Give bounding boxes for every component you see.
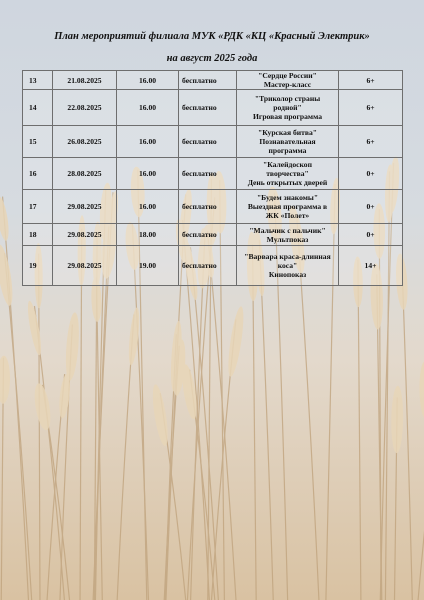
event-date: 22.08.2025 bbox=[53, 90, 117, 126]
table-row bbox=[23, 224, 403, 246]
event-time: 16.00 bbox=[117, 158, 179, 190]
table-row bbox=[23, 71, 403, 90]
row-number: 14 bbox=[23, 90, 53, 126]
event-price: бесплатно bbox=[179, 224, 237, 246]
event-time: 16.00 bbox=[117, 71, 179, 90]
row-number: 15 bbox=[23, 126, 53, 158]
event-price: бесплатно bbox=[179, 90, 237, 126]
wheat-stalk bbox=[402, 260, 413, 600]
event-time: 18.00 bbox=[117, 224, 179, 246]
event-price: бесплатно bbox=[179, 71, 237, 90]
age-rating: 6+ bbox=[339, 90, 403, 126]
wheat-head bbox=[391, 386, 404, 453]
event-price: бесплатно bbox=[179, 126, 237, 158]
row-number: 18 bbox=[23, 224, 53, 246]
table-row bbox=[23, 190, 403, 224]
event-date: 29.08.2025 bbox=[53, 224, 117, 246]
event-time: 16.00 bbox=[117, 126, 179, 158]
event-date: 26.08.2025 bbox=[53, 126, 117, 158]
event-title: "Мальчик с пальчик" Мультпоказ bbox=[237, 224, 339, 246]
event-price: бесплатно bbox=[179, 158, 237, 190]
row-number: 19 bbox=[23, 246, 53, 286]
event-title: "Курская битва" Познавательная программа bbox=[237, 126, 339, 158]
wheat-head bbox=[150, 384, 171, 447]
age-rating: 6+ bbox=[339, 126, 403, 158]
event-date: 29.08.2025 bbox=[53, 190, 117, 224]
table-row bbox=[23, 90, 403, 126]
event-time: 19.00 bbox=[117, 246, 179, 286]
wheat-head bbox=[419, 361, 424, 418]
event-date: 21.08.2025 bbox=[53, 71, 117, 90]
event-time: 16.00 bbox=[117, 190, 179, 224]
event-date: 29.08.2025 bbox=[53, 246, 117, 286]
event-title: "Калейдоскоп творчества" День открытых дверей bbox=[237, 158, 339, 190]
page-title: План мероприятий филиала МУК «РДК «КЦ «Красный Электрик» bbox=[54, 31, 370, 42]
row-number: 13 bbox=[23, 71, 53, 90]
event-date: 28.08.2025 bbox=[53, 158, 117, 190]
age-rating: 14+ bbox=[339, 246, 403, 286]
event-title: "Варвара краса-длинная коса" Кинопоказ bbox=[237, 246, 339, 286]
row-number: 16 bbox=[23, 158, 53, 190]
event-price: бесплатно bbox=[179, 190, 237, 224]
wheat-head bbox=[32, 382, 53, 431]
table-row bbox=[23, 126, 403, 158]
event-title: "Триколор страны родной" Игровая программа bbox=[237, 90, 339, 126]
wheat-head bbox=[225, 306, 246, 378]
age-rating: 0+ bbox=[339, 190, 403, 224]
age-rating: 0+ bbox=[339, 158, 403, 190]
page-subtitle: на август 2025 года bbox=[166, 53, 258, 64]
age-rating: 0+ bbox=[339, 224, 403, 246]
wheat-head bbox=[0, 243, 16, 306]
event-price: бесплатно bbox=[179, 246, 237, 286]
table-row bbox=[23, 246, 403, 286]
wheat-head bbox=[0, 196, 11, 242]
wheat-head bbox=[64, 312, 81, 381]
age-rating: 6+ bbox=[339, 71, 403, 90]
events-table bbox=[22, 70, 403, 286]
wheat-stalk bbox=[358, 260, 361, 600]
table-row bbox=[23, 158, 403, 190]
wheat-head bbox=[0, 356, 10, 404]
row-number: 17 bbox=[23, 190, 53, 224]
event-title: "Сердце России" Мастер-класс bbox=[237, 71, 339, 90]
event-title: "Будем знакомы" Выездная программа в ЖК «Полет» bbox=[237, 190, 339, 224]
event-time: 16.00 bbox=[117, 90, 179, 126]
